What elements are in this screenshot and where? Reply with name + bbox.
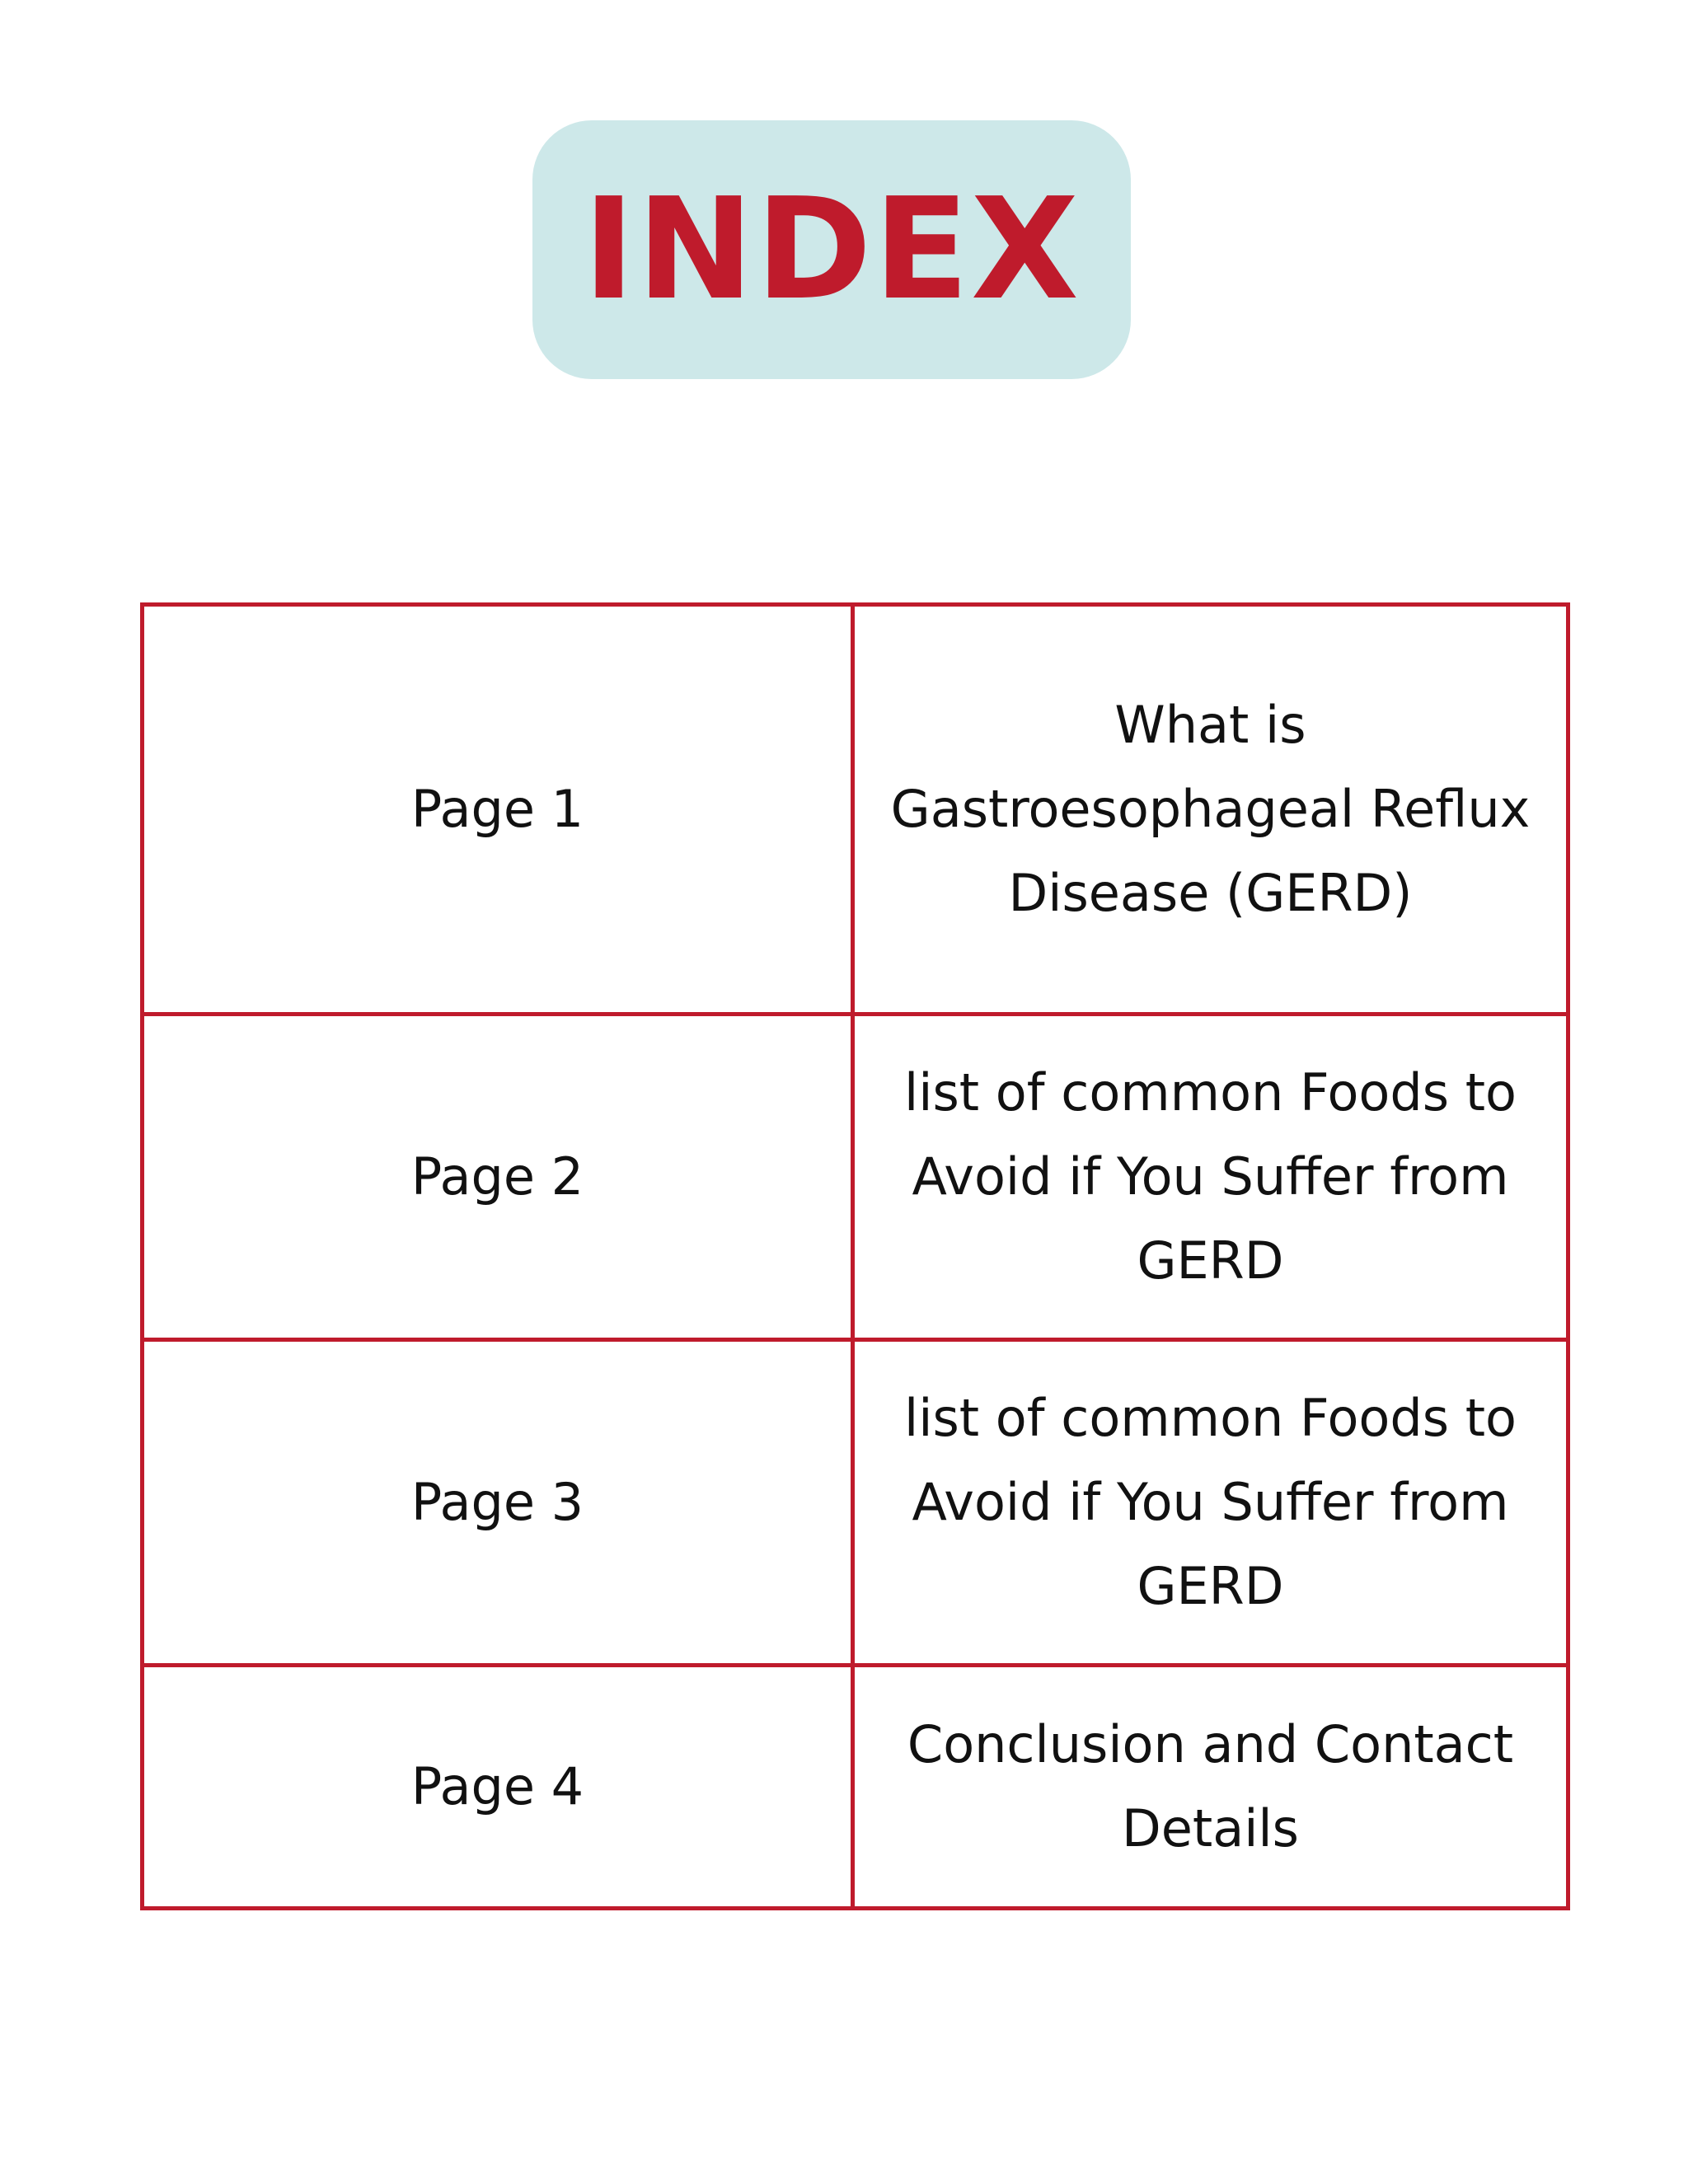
index-table: [140, 602, 1570, 1910]
section-description-cell: What is Gastroesophageal Reflux Disease (GERD): [853, 605, 1568, 1015]
table-row: [143, 1015, 1568, 1340]
section-description-cell: Conclusion and Contact Details: [853, 1666, 1568, 1909]
page-number-cell: Page 3: [143, 1340, 853, 1666]
page-number-cell: Page 2: [143, 1015, 853, 1340]
section-description-cell: list of common Foods to Avoid if You Suffer from GERD: [853, 1340, 1568, 1666]
page-number-cell: Page 1: [143, 605, 853, 1015]
page-number-cell: Page 4: [143, 1666, 853, 1909]
title-badge: [532, 120, 1131, 379]
table-row: [143, 1340, 1568, 1666]
table-row: [143, 605, 1568, 1015]
page-title: INDEX: [583, 168, 1081, 331]
table-row: [143, 1666, 1568, 1909]
section-description-cell: list of common Foods to Avoid if You Suffer from GERD: [853, 1015, 1568, 1340]
